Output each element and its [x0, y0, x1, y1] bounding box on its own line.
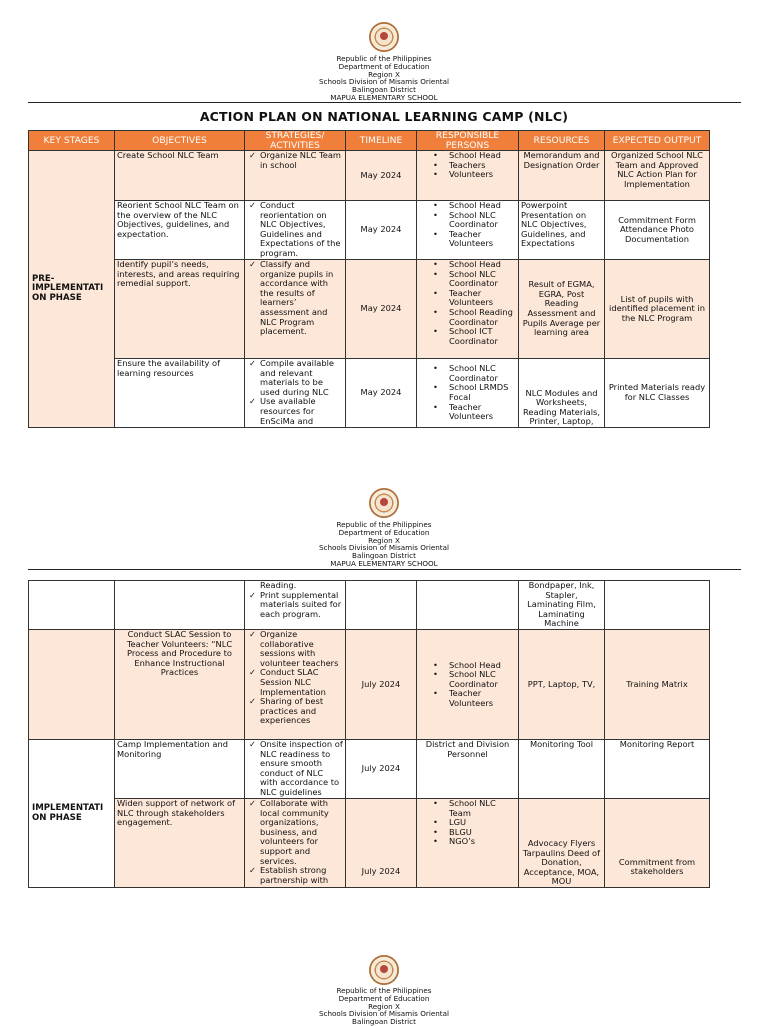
strategies-cell	[245, 630, 346, 740]
person-item: • School Head	[419, 260, 516, 270]
key-stage-cell	[29, 581, 115, 630]
timeline-cell: May 2024	[346, 359, 417, 428]
output-cell: Printed Materials ready for NLC Classes	[605, 359, 710, 428]
strategies-cell	[245, 581, 346, 630]
resources-cell: Powerpoint Presentation on NLC Objectives, Guidelines, and Expectations	[519, 201, 605, 260]
output-cell: List of pupils with identified placement in the NLC Program	[605, 260, 710, 359]
timeline-cell: July 2024	[346, 630, 417, 740]
objective-cell: Conduct SLAC Session to Teacher Volunteers: “NLC Process and Procedure to Enhance Instructional Practices	[115, 630, 245, 740]
output-text: Commitment from stakeholders	[618, 856, 696, 877]
persons-cell	[417, 630, 519, 740]
page-header	[0, 55, 768, 102]
header-line: Balingoan District	[352, 85, 416, 95]
key-stage-implementation: IMPLEMENTATI ON PHASE	[29, 740, 115, 888]
strategy-item: ✓ Conduct SLAC Session NLC Implementation	[247, 668, 343, 697]
timeline-cell: May 2024	[346, 151, 417, 201]
header-line: Balingoan District	[352, 1017, 416, 1026]
header-line: Region X	[368, 1001, 400, 1011]
objective-cell: Reorient School NLC Team on the overview of the NLC Objectives, guidelines, and expectation.	[115, 201, 245, 260]
page-header	[0, 521, 768, 568]
person-item: • Teacher Volunteers	[419, 289, 516, 308]
person-item: • Volunteers	[419, 170, 516, 180]
deped-seal-logo	[369, 22, 399, 52]
header-line: Region X	[368, 535, 400, 545]
person-item: • School LRMDS Focal	[419, 383, 516, 402]
page-header	[0, 987, 768, 1026]
table-row	[29, 799, 710, 888]
timeline-cell: July 2024	[346, 740, 417, 799]
persons-cell	[417, 201, 519, 260]
objective-cell	[115, 581, 245, 630]
key-stage-pre-implementation: PRE-IMPLEMENTATI ON PHASE	[29, 151, 115, 428]
output-cell	[605, 799, 710, 888]
header-line: Department of Education	[338, 527, 430, 537]
header-line: Republic of the Philippines	[336, 986, 432, 995]
person-item: • School NLC Coordinator	[419, 364, 516, 383]
strategy-item: ✓ Organize NLC Team in school	[247, 151, 343, 170]
resources-cell	[519, 799, 605, 888]
resources-cell	[519, 359, 605, 428]
header-line: Schools Division of Misamis Oriental	[318, 77, 450, 87]
action-plan-table-continued	[28, 580, 710, 888]
objective-cell: Ensure the availability of learning resources	[115, 359, 245, 428]
persons-cell	[417, 799, 519, 888]
header-line: Republic of the Philippines	[336, 520, 432, 529]
output-cell: Commitment Form Attendance Photo Documentation	[605, 201, 710, 260]
table-row	[29, 359, 710, 428]
action-plan-table	[28, 130, 710, 428]
table-row	[29, 260, 710, 359]
header-line: MAPUA ELEMENTARY SCHOOL	[330, 92, 438, 102]
objective-cell: Identify pupil’s needs, interests, and areas requiring remedial support.	[115, 260, 245, 359]
person-item: • School Head	[419, 201, 516, 211]
strategies-cell	[245, 260, 346, 359]
persons-cell	[417, 581, 519, 630]
table-row	[29, 201, 710, 260]
header-line: Schools Division of Misamis Oriental	[318, 543, 450, 553]
strategy-item: ✓ Print supplemental materials suited for each program.	[247, 591, 343, 620]
column-header: EXPECTED OUTPUT	[605, 131, 710, 151]
strategy-item: ✓ Sharing of best practices and experiences	[247, 697, 343, 726]
strategies-cell	[245, 201, 346, 260]
strategy-item: ✓ Establish strong partnership with	[247, 866, 343, 885]
person-item: • School NLC Coordinator	[419, 670, 516, 689]
strategies-cell	[245, 359, 346, 428]
person-item: • NGO’s	[419, 837, 516, 847]
person-item: • BLGU	[419, 828, 516, 838]
resources-cell: Result of EGMA, EGRA, Post Reading Assessment and Pupils Average per learning area	[519, 260, 605, 359]
timeline-cell	[346, 799, 417, 888]
column-header: RESOURCES	[519, 131, 605, 151]
person-item: • School NLC Coordinator	[419, 211, 516, 230]
key-stage-cell	[29, 630, 115, 740]
header-divider	[28, 569, 741, 570]
resources-text: NLC Modules and Worksheets, Reading Materials, Printer, Laptop,	[523, 387, 600, 427]
persons-cell: District and Division Personnel	[417, 740, 519, 799]
header-line: Schools Division of Misamis Oriental	[318, 1009, 450, 1019]
person-item: • School NLC Team	[419, 799, 516, 818]
person-item: • School Head	[419, 151, 516, 161]
output-cell	[605, 581, 710, 630]
header-divider	[28, 102, 741, 103]
persons-cell	[417, 359, 519, 428]
header-line: Department of Education	[338, 993, 430, 1003]
objective-cell: Camp Implementation and Monitoring	[115, 740, 245, 799]
strategy-item: ✓ Onsite inspection of NLC readiness to ensure smooth conduct of NLC with accordance to NLC guidelines	[247, 740, 343, 798]
person-item: • School ICT Coordinator	[419, 327, 516, 346]
strategies-cell	[245, 740, 346, 799]
strategy-item: ✓ Organize collaborative sessions with volunteer teachers	[247, 630, 343, 668]
header-line: Region X	[368, 69, 400, 79]
column-header: RESPONSIBLE PERSONS	[417, 131, 519, 151]
timeline-cell: May 2024	[346, 260, 417, 359]
timeline-cell: May 2024	[346, 201, 417, 260]
resources-text: Advocacy Flyers Tarpaulins Deed of Donation, Acceptance, MOA, MOU	[522, 838, 601, 887]
timeline-cell	[346, 581, 417, 630]
person-item: • LGU	[419, 818, 516, 828]
header-line: Balingoan District	[352, 551, 416, 561]
person-item: • Teacher Volunteers	[419, 230, 516, 249]
persons-cell	[417, 151, 519, 201]
table-row	[29, 151, 710, 201]
person-item: • School NLC Coordinator	[419, 270, 516, 289]
strategy-item: ✓ Conduct reorientation on NLC Objectives, Guidelines and Expectations of the program.	[247, 201, 343, 259]
table-row	[29, 581, 710, 630]
resources-cell: PPT, Laptop, TV,	[519, 630, 605, 740]
person-item: • School Reading Coordinator	[419, 308, 516, 327]
output-cell: Monitoring Report	[605, 740, 710, 799]
strategies-cell	[245, 799, 346, 888]
resources-cell: Monitoring Tool	[519, 740, 605, 799]
header-line: Republic of the Philippines	[336, 54, 432, 63]
deped-seal-logo	[369, 955, 399, 985]
objective-cell: Create School NLC Team	[115, 151, 245, 201]
person-item: • Teacher Volunteers	[419, 689, 516, 708]
header-line: MAPUA ELEMENTARY SCHOOL	[330, 558, 438, 568]
table-row	[29, 740, 710, 799]
document-title: ACTION PLAN ON NATIONAL LEARNING CAMP (NLC)	[199, 109, 569, 124]
strategy-item: ✓ Classify and organize pupils in accordance with the results of learners’ assessment and NLC Program placement.	[247, 260, 343, 337]
timeline-text: July 2024	[361, 866, 401, 877]
deped-seal-logo	[369, 488, 399, 518]
strategy-item: ✓ Use available resources for EnSciMa and	[247, 397, 343, 426]
table-row	[29, 630, 710, 740]
strategies-cell	[245, 151, 346, 201]
resources-cell: Memorandum and Designation Order	[519, 151, 605, 201]
strategy-continuation: Reading.	[260, 580, 297, 590]
column-header: STRATEGIES/ ACTIVITIES	[245, 131, 346, 151]
strategy-item: ✓ Collaborate with local community organizations, business, and volunteers for support and services.	[247, 799, 343, 866]
column-header: TIMELINE	[346, 131, 417, 151]
column-header: OBJECTIVES	[115, 131, 245, 151]
output-cell: Training Matrix	[605, 630, 710, 740]
table-header-row	[29, 131, 710, 151]
person-item: • School Head	[419, 661, 516, 671]
objective-cell: Widen support of network of NLC through stakeholders engagement.	[115, 799, 245, 888]
resources-cell: Bondpaper, Ink, Stapler, Laminating Film, Laminating Machine	[519, 581, 605, 630]
persons-cell	[417, 260, 519, 359]
column-header: KEY STAGES	[29, 131, 115, 151]
person-item: • Teachers	[419, 161, 516, 171]
strategy-item: ✓ Compile available and relevant materials to be used during NLC	[247, 359, 343, 397]
output-cell: Organized School NLC Team and Approved NLC Action Plan for Implementation	[605, 151, 710, 201]
person-item: • Teacher Volunteers	[419, 403, 516, 422]
header-line: Department of Education	[338, 61, 430, 71]
